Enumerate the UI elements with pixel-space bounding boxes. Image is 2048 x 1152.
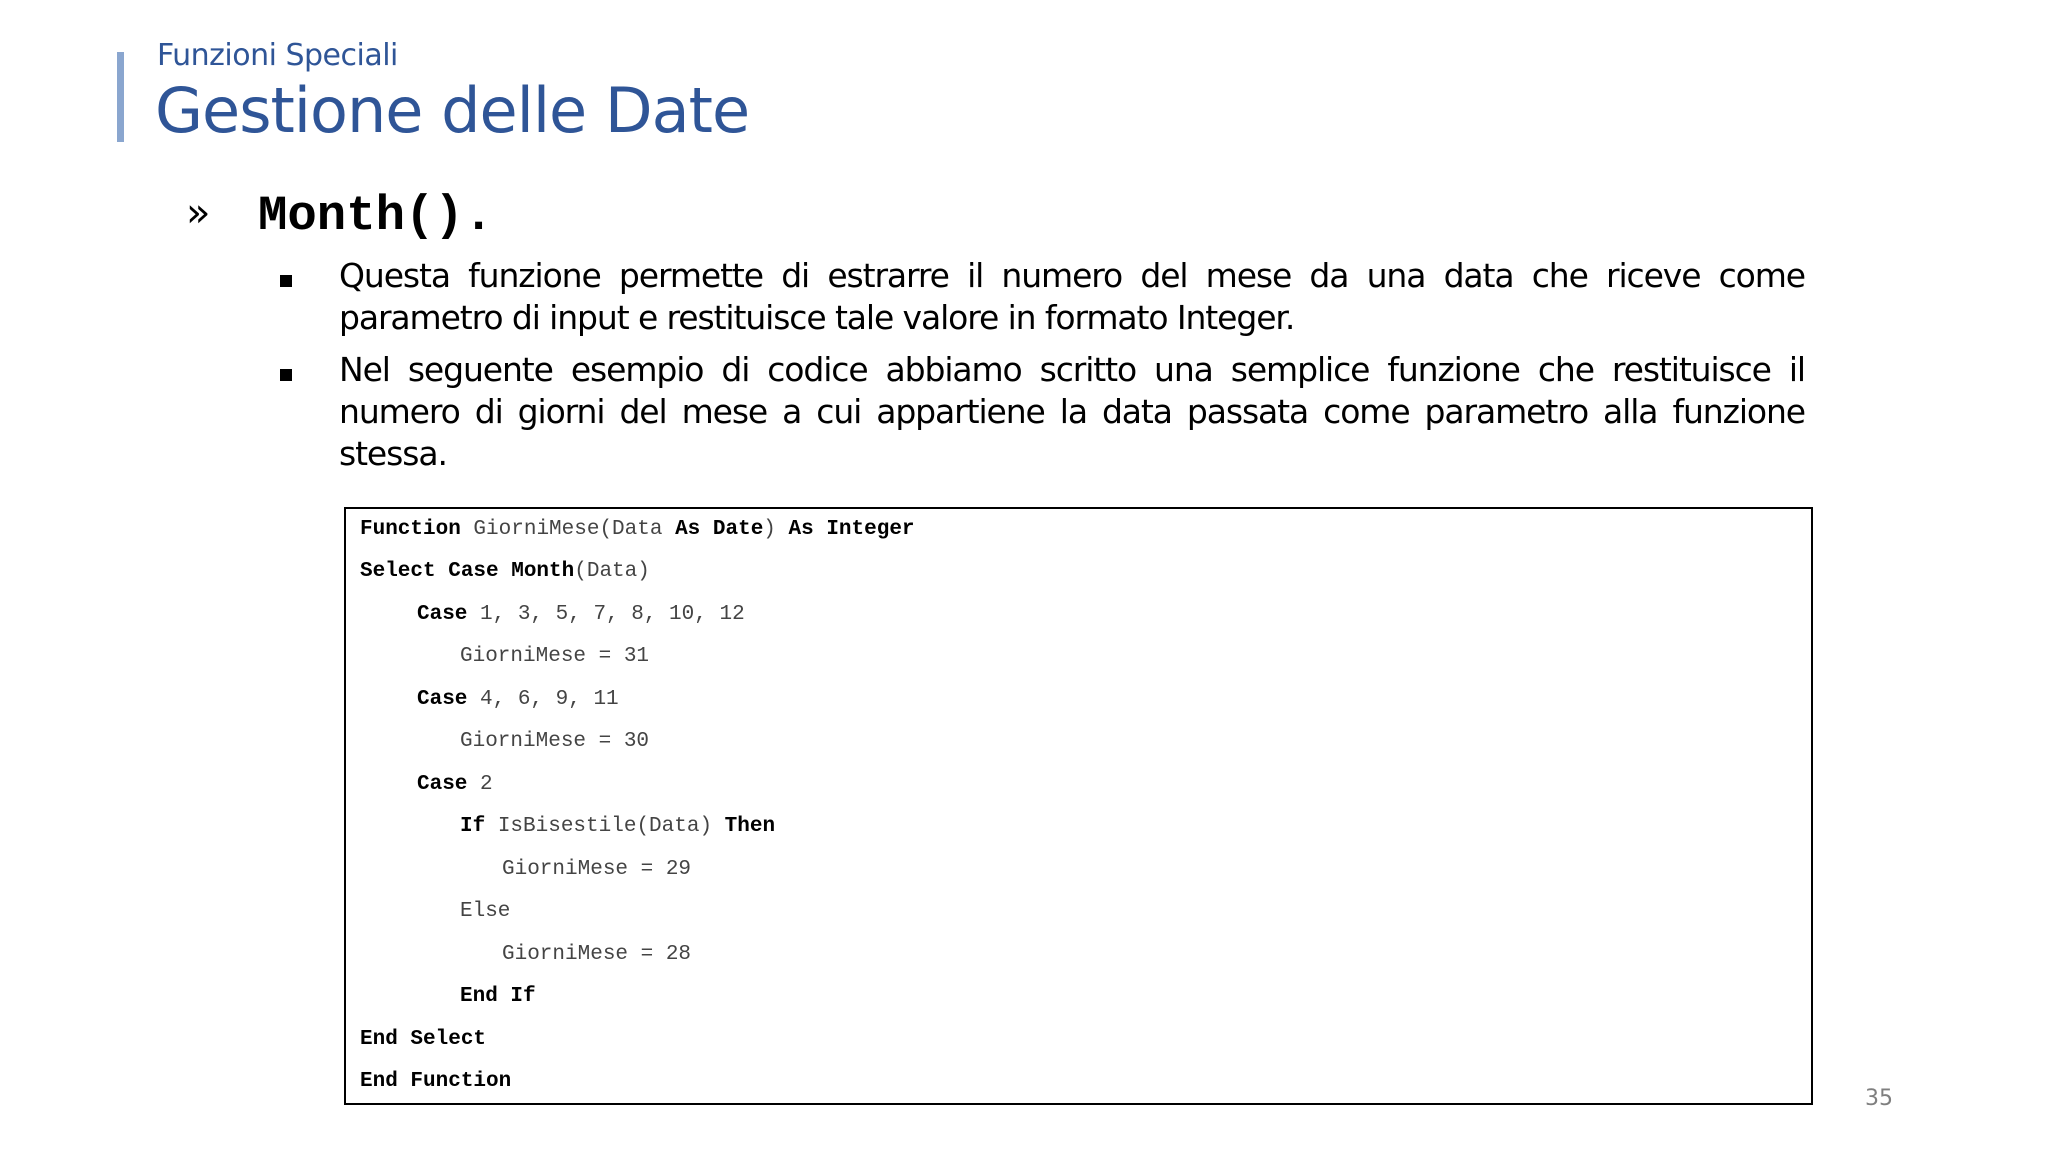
- code-line-13: End Select: [360, 1028, 487, 1051]
- double-chevron-bullet-icon: »: [186, 190, 211, 236]
- square-bullet-icon: [280, 275, 292, 287]
- code-line-2: Select Case Month(Data): [360, 560, 650, 583]
- code-line-1: Function GiorniMese(Data As Date) As Integer: [360, 518, 915, 541]
- code-block: [344, 507, 1813, 1105]
- slide-title: Gestione delle Date: [155, 74, 750, 147]
- slide-subtitle: Funzioni Speciali: [157, 38, 398, 73]
- code-line-9: GiorniMese = 29: [502, 858, 692, 881]
- code-line-6: GiorniMese = 30: [460, 730, 650, 753]
- description-paragraph-1: Questa funzione permette di estrarre il numero del mese da una data che riceve come parametro di input e restituisce tale valore in formato Integer.: [339, 256, 1805, 337]
- code-line-11: GiorniMese = 28: [502, 943, 692, 966]
- function-heading: Month().: [258, 188, 494, 244]
- code-line-14: End Function: [360, 1070, 512, 1093]
- code-line-10: Else: [460, 900, 511, 923]
- code-line-3: Case 1, 3, 5, 7, 8, 10, 12: [417, 603, 745, 626]
- code-line-8: If IsBisestile(Data) Then: [460, 815, 776, 838]
- page-number: 35: [1865, 1086, 1893, 1111]
- code-line-5: Case 4, 6, 9, 11: [417, 688, 619, 711]
- title-accent-bar: [117, 52, 124, 142]
- code-line-7: Case 2: [417, 773, 493, 796]
- code-line-4: GiorniMese = 31: [460, 645, 650, 668]
- description-paragraph-2: Nel seguente esempio di codice abbiamo scritto una semplice funzione che restituisce il numero di giorni del mese a cui appartiene la data passata come parametro alla funzione stessa.: [339, 350, 1805, 473]
- code-line-12: End If: [460, 985, 536, 1008]
- square-bullet-icon: [280, 369, 292, 381]
